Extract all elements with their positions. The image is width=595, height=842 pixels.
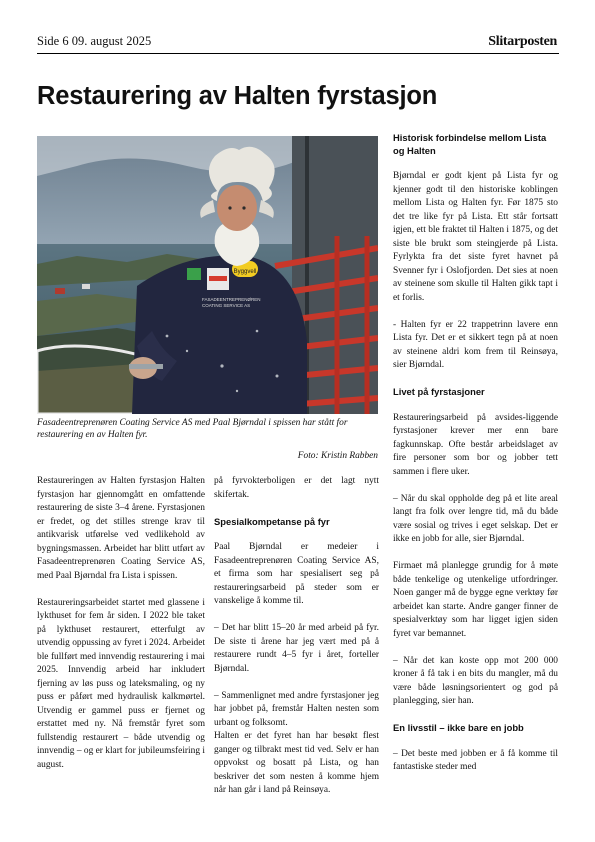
- paragraph: Firmaet må planlegge grundig for å møte både tenkelige og utenkelige utfordringer. Noen ganger må de bygge egne verktøy før arbeidet kan starte. Andre ganger finner de spesialverktøy som har ligget igjen siden fyret var bemannet.: [393, 561, 558, 639]
- paragraph: Bjørndal er godt kjent på Lista fyr og kjenner godt til den historiske koblingen mellom Lista og Halten fyr. Før 1875 sto det tre like fyr på Lista. Ett står fortsatt igjen, ett ble fraktet til Halten i 1875, og det siste ble brukt som steingjerde på Lista. Fyrlykta fra det siste fyret havnet på Svenner fyr i Oslofjorden. Det sies at noen av steinene som skulle til Halten gikk tapt i et forlis.: [393, 171, 558, 303]
- section-heading-historisk: Historisk forbindelse mellom Lista og Halten: [393, 132, 547, 156]
- article-column-2: [214, 475, 379, 811]
- photo-credit: Foto: Kristin Rabben: [297, 451, 378, 461]
- section-heading-livet: Livet på fyrstasjoner: [393, 386, 485, 397]
- paragraph: – Det har blitt 15–20 år med arbeid på fyr. De siste ti årene har jeg vært med på å restaurere rundt 4–5 fyr i året, forteller Bjørndal.: [214, 623, 379, 674]
- paragraph: – Når det kan koste opp mot 200 000 kroner å få tak i en bits du mangler, må du være både løsningsorientert og god på planlegging, sier han.: [393, 655, 558, 706]
- paragraph: Halten er det fyret han har besøkt flest ganger og tilbrakt mest tid ved. Selv er han oppvokst og bosatt på Lista, og han beskriver det som nesten å komme hjem når han går i land på Reinsøya.: [214, 731, 379, 795]
- svg-text:FASADEENTREPRENØREN: FASADEENTREPRENØREN: [202, 297, 261, 302]
- section-heading-spesialkompetanse: Spesialkompetanse på fyr: [214, 515, 330, 527]
- section-heading-livsstil: En livsstil – ikke bare en jobb: [393, 722, 524, 733]
- paragraph: Paal Bjørndal er medeier i Fasadeentreprenøren Coating Service AS, et firma som har spesialisert seg på restaureringsarbeid på steder som er vanskelige å komme til.: [214, 542, 379, 606]
- paragraph: – Sammenlignet med andre fyrstasjoner jeg har jobbet på, fremstår Halten nesten som urbant og folksomt.: [214, 690, 379, 728]
- paragraph: Restaureringsarbeid på avsides-liggende fyrstasjoner krever mer enn bare fagkunnskap. Ofte består arbeidslaget av fire personer som bor og jobber tett sammen i flere uker.: [393, 412, 558, 477]
- paragraph: – Når du skal oppholde deg på et lite areal langt fra folk over lengre tid, må du både være sosial og trives i eget selskap. Det er ikke en jobb for alle, sier Bjørndal.: [393, 493, 558, 544]
- article-column-3: [393, 132, 558, 788]
- paragraph: – Det beste med jobben er å få komme til fantastiske steder med: [393, 748, 558, 772]
- paragraph: Restaureringen av Halten fyrstasjon Halten fyrstasjon har gjennomgått en omfattende restaurering de siste 3–4 årene. Fyrstasjonen er fredet, og det stilles strenge krav til antikvarisk utførelse ved vedlikehold av bygningsmassen. Arbeidet har blitt utført av Fasadeentreprenøren Coating Service AS, med Paal Bjørndal fra Lista i spissen.: [37, 476, 205, 581]
- paragraph: - Halten fyr er 22 trappetrinn lavere enn Lista fyr. Det er et sikkert tegn på at noen av steinene aldri kom frem til Reinsøya, sier Bjørndal.: [393, 319, 558, 370]
- article-column-1: [37, 475, 205, 786]
- svg-text:COATING SERVICE AS: COATING SERVICE AS: [202, 303, 251, 308]
- article-title: Restaurering av Halten fyrstasjon: [37, 82, 438, 110]
- article-photo: [37, 136, 378, 414]
- paragraph: på fyrvokterboligen er det lagt nytt skifertak.: [214, 476, 379, 500]
- header-rule: [37, 53, 559, 54]
- publication-name: Slitarposten: [488, 34, 557, 49]
- svg-text:Byggvell: Byggvell: [233, 269, 257, 275]
- page-number-date: Side 6 09. august 2025: [37, 34, 152, 48]
- photo-illustration: [37, 136, 378, 414]
- photo-caption: Fasadeentreprenøren Coating Service AS med Paal Bjørndal i spissen har stått for restaurering en av Halten fyr.: [37, 418, 348, 440]
- page-header: [37, 34, 557, 52]
- paragraph: Restaureringsarbeidet startet med glassene i lykthuset for fem år siden. I 2022 ble taket på lykthuset restaurert, etterfulgt av utvendig oppussing av fyret i 2024. Arbeidet ble fullført med innvendig restaurering i mai 2025. Innvendig arbeid har inkludert fjerning av løs puss og lateksmaling, og ny puss er påført med hydraulisk kalkmørtel. Utvendig er gammel puss er fjernet og erstattet med ny. Nå fremstår fyret som fullstendig restaurert – både utvendig og innvendig – og er klart for jubileumsfeiring i august.: [37, 597, 205, 770]
